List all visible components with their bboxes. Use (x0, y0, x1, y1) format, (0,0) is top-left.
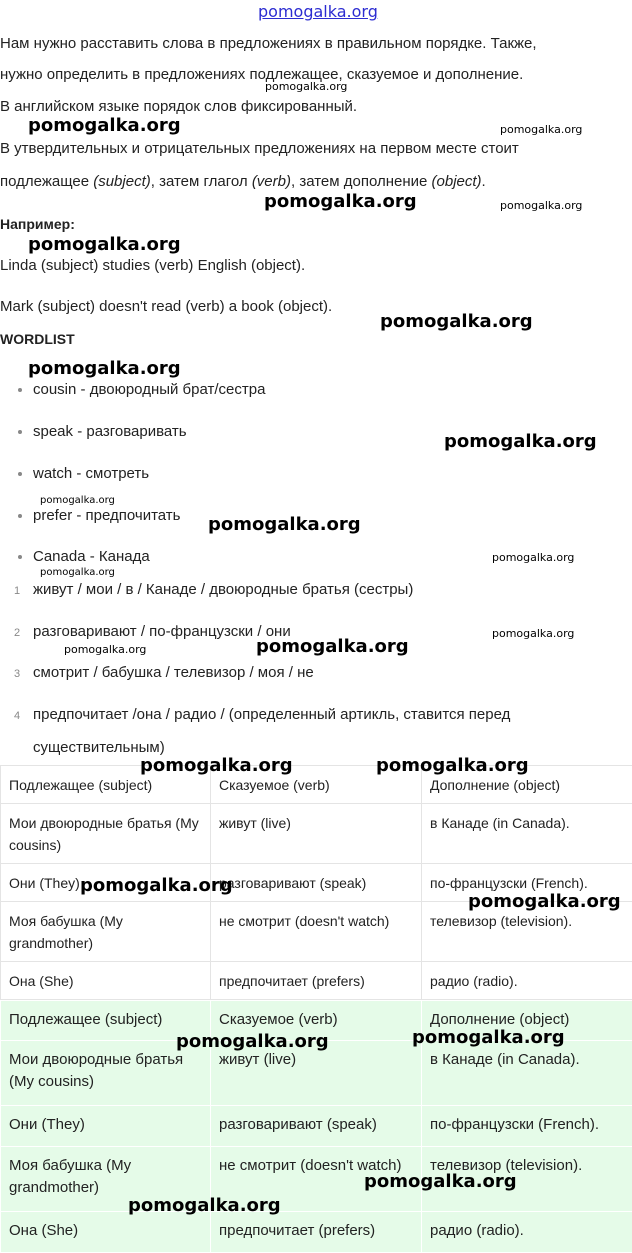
table-header-row (1, 766, 632, 804)
watermark: pomogalka.org (140, 755, 293, 776)
table-cell: Мои двоюродные братья (My cousins) (1, 804, 211, 864)
bullet-icon (18, 514, 22, 518)
watermark: pomogalka.org (256, 636, 409, 657)
watermark: pomogalka.org (380, 311, 533, 332)
object-term: (object) (432, 173, 482, 190)
header-cell: Дополнение (object) (422, 1001, 632, 1041)
table-row (1, 1106, 632, 1147)
wordlist-item (18, 380, 265, 400)
table-cell: телевизор (television). (422, 1147, 632, 1212)
wordlist-item-text: Canada - Канада (33, 548, 150, 565)
wordlist-item-text: cousin - двоюродный брат/сестра (33, 381, 265, 398)
watermark-top[interactable]: pomogalka.org (258, 2, 378, 21)
intro-text: , затем дополнение (291, 173, 432, 190)
wordlist-item (18, 464, 149, 484)
intro-line-4: В утвердительных и отрицательных предложениях на первом месте стоит (0, 139, 519, 159)
watermark: pomogalka.org (208, 514, 361, 535)
task-item (14, 663, 314, 684)
table-row (1, 1147, 632, 1212)
table-cell: разговаривают (speak) (211, 1106, 422, 1147)
task-number: 2 (14, 623, 33, 643)
task-text: смотрит / бабушка / телевизор / моя / не (33, 664, 314, 681)
watermark: pomogalka.org (28, 358, 181, 379)
task-item (14, 705, 510, 726)
wordlist-item-text: speak - разговаривать (33, 423, 187, 440)
task-item (14, 580, 413, 601)
subject-term: (subject) (93, 173, 151, 190)
wordlist-item-text: watch - смотреть (33, 465, 149, 482)
example-sentence-2: Mark (subject) doesn't read (verb) a book (object). (0, 297, 332, 317)
watermark: pomogalka.org (264, 191, 417, 212)
table-cell: разговаривают (speak) (211, 864, 422, 902)
bullet-icon (18, 472, 22, 476)
wordlist-item (18, 547, 150, 567)
task-item-continuation: существительным) (33, 738, 165, 758)
watermark: pomogalka.org (28, 234, 181, 255)
example-sentence-1: Linda (subject) studies (verb) English (object). (0, 256, 305, 276)
table-row (1, 804, 632, 864)
header-cell: Сказуемое (verb) (211, 766, 422, 804)
table-cell: в Канаде (in Canada). (422, 1041, 632, 1106)
watermark: pomogalka.org (376, 755, 529, 776)
table-row (1, 962, 632, 1000)
example-heading: Например: (0, 214, 75, 234)
header-cell: Подлежащее (subject) (1, 1001, 211, 1041)
header-cell: Сказуемое (verb) (211, 1001, 422, 1041)
table-cell: радио (radio). (422, 1212, 632, 1253)
wordlist-item (18, 506, 180, 526)
intro-text: , затем глагол (151, 173, 252, 190)
table-cell: Они (They) (1, 864, 211, 902)
table-cell: не смотрит (doesn't watch) (211, 902, 422, 962)
watermark: pomogalka.org (468, 891, 621, 912)
watermark: pomogalka.org (265, 80, 347, 93)
wordlist-heading: WORDLIST (0, 329, 75, 349)
intro-text: . (482, 173, 486, 190)
table-cell: не смотрит (doesn't watch) (211, 1147, 422, 1212)
watermark: pomogalka.org (40, 495, 115, 506)
header-cell: Дополнение (object) (422, 766, 632, 804)
watermark: pomogalka.org (500, 199, 582, 212)
table-cell: предпочитает (prefers) (211, 962, 422, 1000)
watermark: pomogalka.org (176, 1031, 329, 1052)
table-cell: телевизор (television). (422, 902, 632, 962)
task-text: разговаривают / по-французски / они (33, 623, 291, 640)
intro-text: подлежащее (0, 173, 93, 190)
watermark: pomogalka.org (444, 431, 597, 452)
watermark: pomogalka.org (492, 551, 574, 564)
task-item (14, 622, 291, 643)
table-cell: Она (She) (1, 962, 211, 1000)
table-cell: радио (radio). (422, 962, 632, 1000)
bullet-icon (18, 555, 22, 559)
intro-line-5 (0, 172, 486, 192)
task-text: живут / мои / в / Канаде / двоюродные братья (сестры) (33, 581, 413, 598)
task-number: 3 (14, 664, 33, 684)
table-cell: Мои двоюродные братья (My cousins) (1, 1041, 211, 1106)
task-number: 1 (14, 581, 33, 601)
table-cell: по-французски (French). (422, 1106, 632, 1147)
table-cell: Моя бабушка (My grandmother) (1, 1147, 211, 1212)
table-cell: по-французски (French). (422, 864, 632, 902)
table-row (1, 1212, 632, 1253)
table-cell: Она (She) (1, 1212, 211, 1253)
watermark: pomogalka.org (500, 123, 582, 136)
task-number: 4 (14, 706, 33, 726)
intro-line-1: Нам нужно расставить слова в предложениях в правильном порядке. Также, (0, 34, 537, 54)
watermark: pomogalka.org (40, 567, 115, 578)
table-cell: в Канаде (in Canada). (422, 804, 632, 864)
bullet-icon (18, 388, 22, 392)
bullet-icon (18, 430, 22, 434)
task-text: предпочитает /она / радио / (определенный артикль, ставится перед (33, 706, 510, 723)
intro-line-2: нужно определить в предложениях подлежащее, сказуемое и дополнение. (0, 65, 523, 85)
watermark: pomogalka.org (64, 643, 146, 656)
table-cell: живут (live) (211, 1041, 422, 1106)
watermark: pomogalka.org (128, 1195, 281, 1216)
intro-line-3: В английском языке порядок слов фиксированный. (0, 97, 357, 117)
wordlist-item-text: prefer - предпочитать (33, 507, 180, 524)
watermark: pomogalka.org (80, 875, 233, 896)
watermark: pomogalka.org (364, 1171, 517, 1192)
watermark: pomogalka.org (412, 1027, 565, 1048)
header-cell: Подлежащее (subject) (1, 766, 211, 804)
table-cell: Они (They) (1, 1106, 211, 1147)
wordlist-item (18, 422, 187, 442)
verb-term: (verb) (252, 173, 291, 190)
watermark: pomogalka.org (492, 627, 574, 640)
table-cell: живут (live) (211, 804, 422, 864)
table-cell: Моя бабушка (My grandmother) (1, 902, 211, 962)
watermark: pomogalka.org (28, 115, 181, 136)
table-cell: предпочитает (prefers) (211, 1212, 422, 1253)
